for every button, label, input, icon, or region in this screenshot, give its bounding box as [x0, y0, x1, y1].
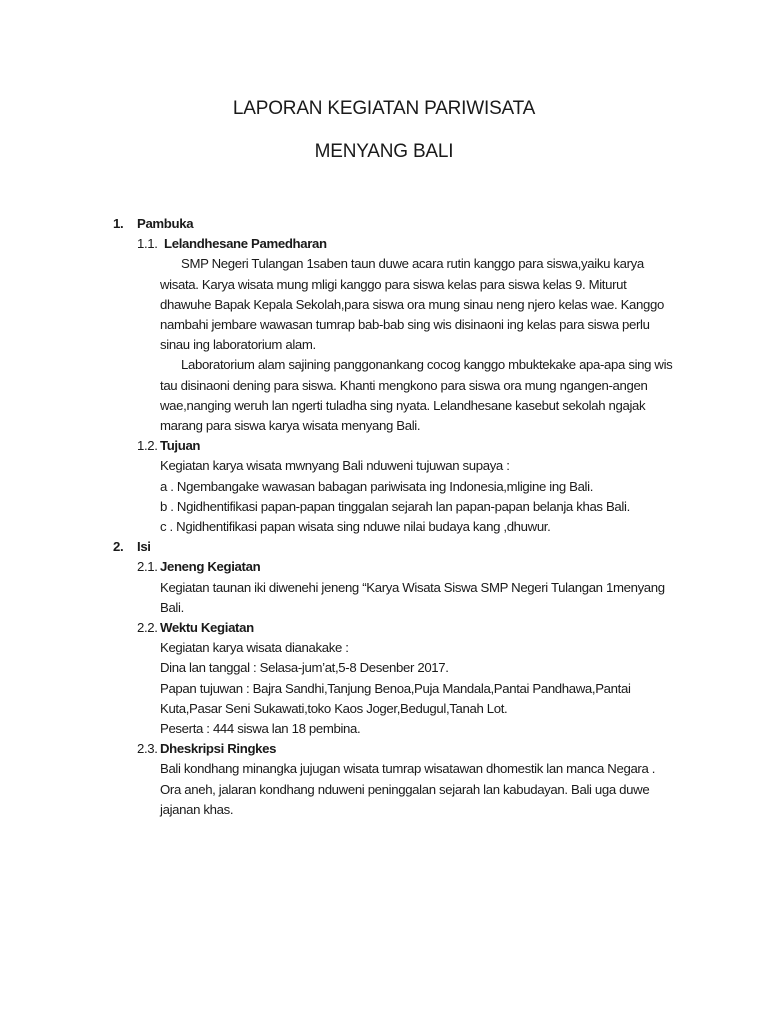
subsection-number: 1.2.	[137, 438, 158, 453]
body-line: Kuta,Pasar Seni Sukawati,toko Kaos Joger,Bedugul,Tanah Lot.	[160, 701, 508, 716]
body-line: tau disinaoni dening para siswa. Khanti mengkono para siswa ora mung ngangen-angen	[160, 378, 648, 393]
subsection-heading: Dheskripsi Ringkes	[160, 741, 277, 756]
body-line: Kegiatan taunan iki diwenehi jeneng “Karya Wisata Siswa SMP Negeri Tulangan 1menyang	[160, 580, 665, 595]
body-line: Papan tujuwan : Bajra Sandhi,Tanjung Benoa,Puja Mandala,Pantai Pandhawa,Pantai	[160, 681, 631, 696]
body-line: Bali kondhang minangka jujugan wisata tumrap wisatawan dhomestik lan manca Negara .	[160, 761, 656, 776]
body-line: Kegiatan karya wisata dianakake :	[160, 640, 349, 655]
body-line: marang para siswa karya wisata menyang Bali.	[160, 418, 421, 433]
body-line: Kegiatan karya wisata mwnyang Bali nduweni tujuwan supaya :	[160, 458, 510, 473]
paragraph-first-line: Laboratorium alam sajining panggonankang cocog kanggo mbuktekake apa-apa sing wis	[181, 357, 673, 372]
subsection-heading: Lelandhesane Pamedharan	[164, 236, 327, 251]
subsection-heading: Tujuan	[160, 438, 201, 453]
body-line: b . Ngidhentifikasi papan-papan tinggalan sejarah lan papan-papan belanja khas Bali.	[160, 499, 630, 514]
subsection-number: 1.1.	[137, 236, 158, 251]
document-title: LAPORAN KEGIATAN PARIWISATA	[232, 98, 536, 119]
section-heading: Isi	[137, 539, 151, 554]
subsection-number: 2.2.	[137, 620, 158, 635]
section-heading: Pambuka	[137, 216, 194, 231]
section-number: 2.	[113, 539, 124, 554]
body-line: Ora aneh, jalaran kondhang nduweni peninggalan sejarah lan kabudayan. Bali uga duwe	[160, 782, 650, 797]
body-line: Peserta : 444 siswa lan 18 pembina.	[160, 721, 361, 736]
body-line: jajanan khas.	[160, 802, 234, 817]
subsection-number: 2.1.	[137, 559, 158, 574]
subsection-heading: Wektu Kegiatan	[160, 620, 254, 635]
body-line: wisata. Karya wisata mung mligi kanggo para siswa kelas para siswa kelas 9. Miturut	[160, 277, 627, 292]
body-line: Dina lan tanggal : Selasa-jum’at,5-8 Desenber 2017.	[160, 660, 449, 675]
subsection-heading: Jeneng Kegiatan	[160, 559, 261, 574]
section-number: 1.	[113, 216, 124, 231]
body-line: c . Ngidhentifikasi papan wisata sing nduwe nilai budaya kang ,dhuwur.	[160, 519, 551, 534]
body-line: dhawuhe Bapak Kepala Sekolah,para siswa ora mung sinau neng njero kelas wae. Kanggo	[160, 297, 664, 312]
paragraph-first-line: SMP Negeri Tulangan 1saben taun duwe acara rutin kanggo para siswa,yaiku karya	[181, 256, 644, 271]
body-line: Bali.	[160, 600, 184, 615]
document-subtitle: MENYANG BALI	[314, 141, 454, 162]
body-line: nambahi jembare wawasan tumrap bab-bab sing wis disinaoni ing kelas para siswa perlu	[160, 317, 650, 332]
body-line: a . Ngembangake wawasan babagan pariwisata ing Indonesia,mligine ing Bali.	[160, 479, 594, 494]
body-line: sinau ing laboratorium alam.	[160, 337, 316, 352]
subsection-number: 2.3.	[137, 741, 158, 756]
body-line: wae,nanging weruh lan ngerti tuladha sing nyata. Lelandhesane kasebut sekolah ngajak	[160, 398, 646, 413]
